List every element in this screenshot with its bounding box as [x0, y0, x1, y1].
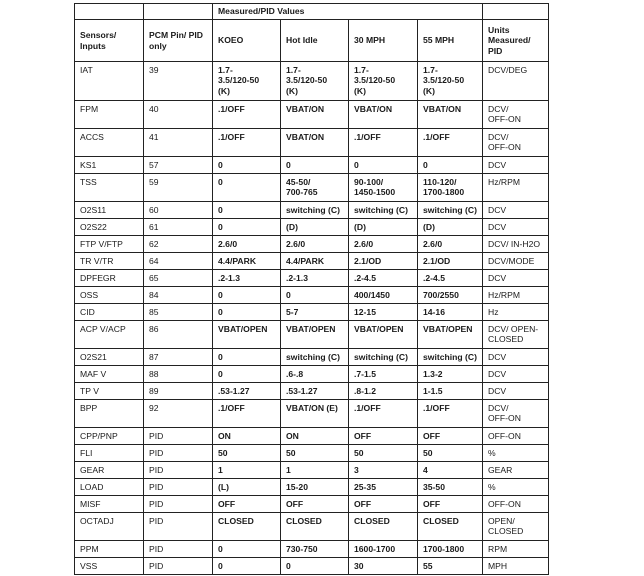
- units-cell: DCV/DEG: [483, 61, 549, 100]
- units-cell: OPEN/ CLOSED: [483, 512, 549, 540]
- 55-mph-value-cell: VBAT/ON: [418, 100, 483, 128]
- koeo-value-cell: .1/OFF: [213, 100, 281, 128]
- pcm-pin-cell: PID: [144, 478, 213, 495]
- header-hot-idle: Hot Idle: [281, 19, 349, 61]
- sensor-name-cell: MISF: [75, 495, 144, 512]
- koeo-value-cell: 0: [213, 557, 281, 574]
- table-row: [75, 156, 549, 173]
- table-row: [75, 173, 549, 201]
- table-row: [75, 444, 549, 461]
- table-row: [75, 540, 549, 557]
- pcm-pin-cell: 88: [144, 365, 213, 382]
- sensor-name-cell: FLI: [75, 444, 144, 461]
- hot-idle-value-cell: .6-.8: [281, 365, 349, 382]
- 30-mph-value-cell: 2.1/OD: [349, 252, 418, 269]
- 55-mph-value-cell: 1.3-2: [418, 365, 483, 382]
- table-row: [75, 100, 549, 128]
- sensor-name-cell: O2S11: [75, 201, 144, 218]
- hot-idle-value-cell: VBAT/OPEN: [281, 320, 349, 348]
- 30-mph-value-cell: 25-35: [349, 478, 418, 495]
- table-row: [75, 320, 549, 348]
- header-koeo: KOEO: [213, 19, 281, 61]
- 55-mph-value-cell: 1-1.5: [418, 382, 483, 399]
- sensor-name-cell: TSS: [75, 173, 144, 201]
- table-row: [75, 269, 549, 286]
- sensor-name-cell: DPFEGR: [75, 269, 144, 286]
- units-cell: DCV: [483, 348, 549, 365]
- units-cell: Hz/RPM: [483, 173, 549, 201]
- 55-mph-value-cell: 1.7- 3.5/120-50 (K): [418, 61, 483, 100]
- koeo-value-cell: 1: [213, 461, 281, 478]
- pcm-pin-cell: 65: [144, 269, 213, 286]
- units-cell: Hz/RPM: [483, 286, 549, 303]
- units-cell: Hz: [483, 303, 549, 320]
- 30-mph-value-cell: 90-100/ 1450-1500: [349, 173, 418, 201]
- 30-mph-value-cell: switching (C): [349, 348, 418, 365]
- table-row: [75, 365, 549, 382]
- koeo-value-cell: 0: [213, 201, 281, 218]
- 30-mph-value-cell: 50: [349, 444, 418, 461]
- hot-idle-value-cell: 0: [281, 557, 349, 574]
- units-cell: GEAR: [483, 461, 549, 478]
- 30-mph-value-cell: switching (C): [349, 201, 418, 218]
- 30-mph-value-cell: .7-1.5: [349, 365, 418, 382]
- units-cell: DCV: [483, 269, 549, 286]
- sensor-values-table: [74, 3, 549, 575]
- pcm-pin-cell: PID: [144, 557, 213, 574]
- hot-idle-value-cell: OFF: [281, 495, 349, 512]
- koeo-value-cell: .1/OFF: [213, 128, 281, 156]
- measured-pid-values-header: Measured/PID Values: [213, 4, 483, 20]
- 55-mph-value-cell: 14-16: [418, 303, 483, 320]
- sensor-name-cell: OCTADJ: [75, 512, 144, 540]
- koeo-value-cell: 0: [213, 156, 281, 173]
- koeo-value-cell: 0: [213, 286, 281, 303]
- units-cell: DCV/ OPEN- CLOSED: [483, 320, 549, 348]
- pcm-pin-cell: PID: [144, 495, 213, 512]
- pcm-pin-cell: 89: [144, 382, 213, 399]
- koeo-value-cell: .1/OFF: [213, 399, 281, 427]
- 55-mph-value-cell: switching (C): [418, 201, 483, 218]
- hot-idle-value-cell: CLOSED: [281, 512, 349, 540]
- pcm-pin-cell: 62: [144, 235, 213, 252]
- header-blank-cell: [144, 4, 213, 20]
- table-row: [75, 557, 549, 574]
- table-row: [75, 286, 549, 303]
- 55-mph-value-cell: 110-120/ 1700-1800: [418, 173, 483, 201]
- koeo-value-cell: 0: [213, 540, 281, 557]
- hot-idle-value-cell: 1: [281, 461, 349, 478]
- table-row: [75, 201, 549, 218]
- 55-mph-value-cell: 700/2550: [418, 286, 483, 303]
- 55-mph-value-cell: .1/OFF: [418, 399, 483, 427]
- sensor-name-cell: ACCS: [75, 128, 144, 156]
- header-blank-cell: [75, 4, 144, 20]
- hot-idle-value-cell: VBAT/ON: [281, 128, 349, 156]
- 30-mph-value-cell: 1.7- 3.5/120-50 (K): [349, 61, 418, 100]
- koeo-value-cell: 0: [213, 173, 281, 201]
- hot-idle-value-cell: .2-1.3: [281, 269, 349, 286]
- 55-mph-value-cell: 55: [418, 557, 483, 574]
- column-header-row: [75, 19, 549, 61]
- sensor-name-cell: BPP: [75, 399, 144, 427]
- sensor-name-cell: PPM: [75, 540, 144, 557]
- hot-idle-value-cell: 1.7- 3.5/120-50 (K): [281, 61, 349, 100]
- hot-idle-value-cell: .53-1.27: [281, 382, 349, 399]
- pcm-pin-cell: 60: [144, 201, 213, 218]
- koeo-value-cell: 0: [213, 365, 281, 382]
- units-cell: DCV: [483, 201, 549, 218]
- table-row: [75, 495, 549, 512]
- 30-mph-value-cell: .8-1.2: [349, 382, 418, 399]
- pcm-pin-cell: 40: [144, 100, 213, 128]
- koeo-value-cell: CLOSED: [213, 512, 281, 540]
- pcm-pin-cell: 61: [144, 218, 213, 235]
- hot-idle-value-cell: switching (C): [281, 201, 349, 218]
- koeo-value-cell: 0: [213, 218, 281, 235]
- sensor-name-cell: MAF V: [75, 365, 144, 382]
- sensor-name-cell: LOAD: [75, 478, 144, 495]
- koeo-value-cell: ON: [213, 427, 281, 444]
- 55-mph-value-cell: 2.1/OD: [418, 252, 483, 269]
- hot-idle-value-cell: VBAT/ON: [281, 100, 349, 128]
- units-cell: OFF-ON: [483, 495, 549, 512]
- pcm-pin-cell: 59: [144, 173, 213, 201]
- table-row: [75, 382, 549, 399]
- 30-mph-value-cell: OFF: [349, 495, 418, 512]
- sensor-name-cell: CPP/PNP: [75, 427, 144, 444]
- 30-mph-value-cell: 0: [349, 156, 418, 173]
- table-row: [75, 348, 549, 365]
- 30-mph-value-cell: 2.6/0: [349, 235, 418, 252]
- 55-mph-value-cell: OFF: [418, 427, 483, 444]
- sensor-name-cell: VSS: [75, 557, 144, 574]
- pcm-pin-cell: 92: [144, 399, 213, 427]
- table-row: [75, 461, 549, 478]
- 30-mph-value-cell: OFF: [349, 427, 418, 444]
- group-header-row: [75, 4, 549, 20]
- hot-idle-value-cell: VBAT/ON (E): [281, 399, 349, 427]
- sensor-name-cell: TR V/TR: [75, 252, 144, 269]
- koeo-value-cell: (L): [213, 478, 281, 495]
- table-row: [75, 478, 549, 495]
- 30-mph-value-cell: .1/OFF: [349, 128, 418, 156]
- units-cell: %: [483, 478, 549, 495]
- koeo-value-cell: .2-1.3: [213, 269, 281, 286]
- 30-mph-value-cell: 1600-1700: [349, 540, 418, 557]
- header-55-mph: 55 MPH: [418, 19, 483, 61]
- sensor-name-cell: ACP V/ACP: [75, 320, 144, 348]
- 55-mph-value-cell: OFF: [418, 495, 483, 512]
- header-30-mph: 30 MPH: [349, 19, 418, 61]
- hot-idle-value-cell: ON: [281, 427, 349, 444]
- 55-mph-value-cell: 35-50: [418, 478, 483, 495]
- 55-mph-value-cell: 1700-1800: [418, 540, 483, 557]
- sensor-name-cell: FPM: [75, 100, 144, 128]
- sensor-name-cell: O2S22: [75, 218, 144, 235]
- table-row: [75, 61, 549, 100]
- hot-idle-value-cell: 0: [281, 156, 349, 173]
- koeo-value-cell: 1.7- 3.5/120-50 (K): [213, 61, 281, 100]
- 30-mph-value-cell: .2-4.5: [349, 269, 418, 286]
- 55-mph-value-cell: 2.6/0: [418, 235, 483, 252]
- 30-mph-value-cell: (D): [349, 218, 418, 235]
- pcm-pin-cell: 84: [144, 286, 213, 303]
- hot-idle-value-cell: 4.4/PARK: [281, 252, 349, 269]
- hot-idle-value-cell: 2.6/0: [281, 235, 349, 252]
- table-row: [75, 128, 549, 156]
- units-cell: DCV/ IN-H2O: [483, 235, 549, 252]
- pcm-pin-cell: PID: [144, 444, 213, 461]
- 30-mph-value-cell: 30: [349, 557, 418, 574]
- pcm-pin-cell: PID: [144, 512, 213, 540]
- units-cell: DCV/ OFF-ON: [483, 399, 549, 427]
- units-cell: DCV: [483, 156, 549, 173]
- header-blank-cell: [483, 4, 549, 20]
- koeo-value-cell: 2.6/0: [213, 235, 281, 252]
- pcm-pin-cell: PID: [144, 461, 213, 478]
- sensor-name-cell: KS1: [75, 156, 144, 173]
- 55-mph-value-cell: 4: [418, 461, 483, 478]
- pcm-pin-cell: 86: [144, 320, 213, 348]
- koeo-value-cell: .53-1.27: [213, 382, 281, 399]
- sensor-name-cell: GEAR: [75, 461, 144, 478]
- koeo-value-cell: 0: [213, 303, 281, 320]
- units-cell: RPM: [483, 540, 549, 557]
- koeo-value-cell: 0: [213, 348, 281, 365]
- 30-mph-value-cell: VBAT/ON: [349, 100, 418, 128]
- 55-mph-value-cell: VBAT/OPEN: [418, 320, 483, 348]
- pcm-pin-cell: PID: [144, 427, 213, 444]
- hot-idle-value-cell: 15-20: [281, 478, 349, 495]
- koeo-value-cell: OFF: [213, 495, 281, 512]
- header-units: Units Measured/ PID: [483, 19, 549, 61]
- units-cell: DCV: [483, 218, 549, 235]
- 55-mph-value-cell: .2-4.5: [418, 269, 483, 286]
- units-cell: MPH: [483, 557, 549, 574]
- units-cell: OFF-ON: [483, 427, 549, 444]
- hot-idle-value-cell: 50: [281, 444, 349, 461]
- hot-idle-value-cell: 0: [281, 286, 349, 303]
- sensor-name-cell: O2S21: [75, 348, 144, 365]
- 55-mph-value-cell: (D): [418, 218, 483, 235]
- sensor-name-cell: CID: [75, 303, 144, 320]
- header-sensors-inputs: Sensors/ Inputs: [75, 19, 144, 61]
- units-cell: DCV/MODE: [483, 252, 549, 269]
- sensor-name-cell: IAT: [75, 61, 144, 100]
- units-cell: DCV: [483, 382, 549, 399]
- pcm-pin-cell: 87: [144, 348, 213, 365]
- pcm-pin-cell: 57: [144, 156, 213, 173]
- units-cell: DCV/ OFF-ON: [483, 100, 549, 128]
- pcm-pin-cell: 64: [144, 252, 213, 269]
- koeo-value-cell: VBAT/OPEN: [213, 320, 281, 348]
- units-cell: DCV/ OFF-ON: [483, 128, 549, 156]
- table-row: [75, 252, 549, 269]
- 55-mph-value-cell: .1/OFF: [418, 128, 483, 156]
- pcm-pin-cell: 85: [144, 303, 213, 320]
- 55-mph-value-cell: 50: [418, 444, 483, 461]
- table-row: [75, 303, 549, 320]
- pcm-pin-cell: PID: [144, 540, 213, 557]
- 30-mph-value-cell: CLOSED: [349, 512, 418, 540]
- koeo-value-cell: 50: [213, 444, 281, 461]
- table-row: [75, 512, 549, 540]
- 55-mph-value-cell: 0: [418, 156, 483, 173]
- sensor-name-cell: TP V: [75, 382, 144, 399]
- header-pcm-pin: PCM Pin/ PID only: [144, 19, 213, 61]
- hot-idle-value-cell: 45-50/ 700-765: [281, 173, 349, 201]
- koeo-value-cell: 4.4/PARK: [213, 252, 281, 269]
- table-row: [75, 218, 549, 235]
- hot-idle-value-cell: (D): [281, 218, 349, 235]
- hot-idle-value-cell: 730-750: [281, 540, 349, 557]
- 55-mph-value-cell: switching (C): [418, 348, 483, 365]
- units-cell: %: [483, 444, 549, 461]
- units-cell: DCV: [483, 365, 549, 382]
- 30-mph-value-cell: 3: [349, 461, 418, 478]
- 30-mph-value-cell: 12-15: [349, 303, 418, 320]
- sensor-name-cell: FTP V/FTP: [75, 235, 144, 252]
- table-row: [75, 427, 549, 444]
- hot-idle-value-cell: 5-7: [281, 303, 349, 320]
- table-row: [75, 235, 549, 252]
- 30-mph-value-cell: 400/1450: [349, 286, 418, 303]
- table-row: [75, 399, 549, 427]
- sensor-name-cell: OSS: [75, 286, 144, 303]
- pcm-pin-cell: 41: [144, 128, 213, 156]
- pcm-pin-cell: 39: [144, 61, 213, 100]
- 55-mph-value-cell: CLOSED: [418, 512, 483, 540]
- 30-mph-value-cell: VBAT/OPEN: [349, 320, 418, 348]
- 30-mph-value-cell: .1/OFF: [349, 399, 418, 427]
- hot-idle-value-cell: switching (C): [281, 348, 349, 365]
